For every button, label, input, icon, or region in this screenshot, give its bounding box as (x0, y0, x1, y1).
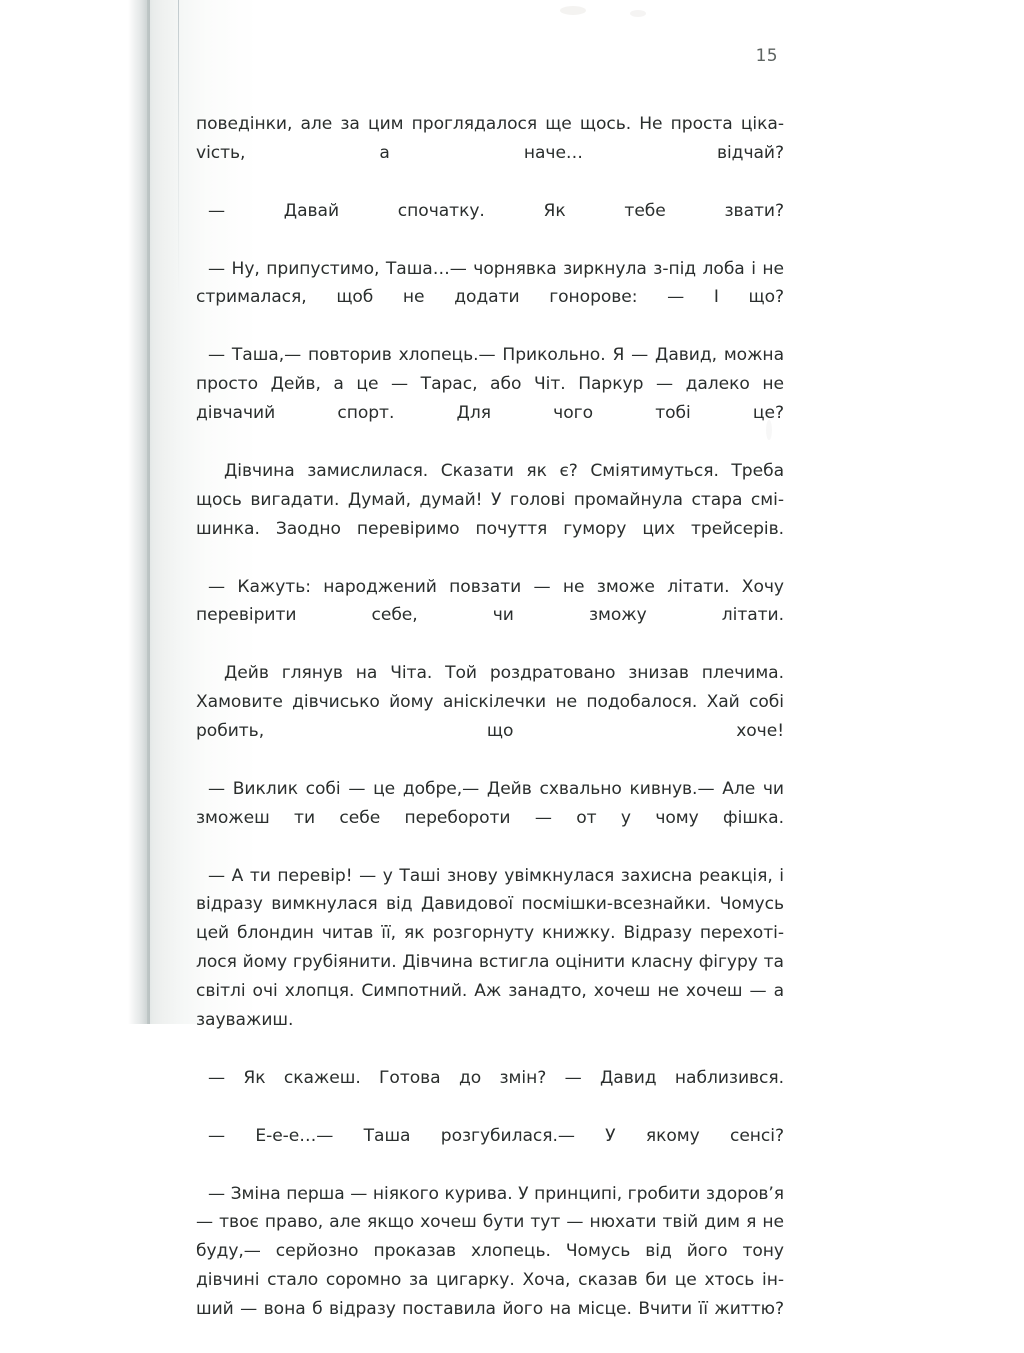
paragraph: — Ну, припустимо, Таша…— чорнявка зиркнула з-під лоба і не стрималася, щоб не додати гонорове: — І що? (196, 258, 784, 308)
body-text-column (196, 110, 784, 1353)
paragraph: — Кажуть: народжений повзати — не зможе літати. Хочу перевірити себе, чи зможу літати. (196, 576, 784, 626)
paragraph: — А ти перевір! — у Таші знову увімкнулася захисна реакція, і відразу вимкнулася від Давидової посмішки-всезнайки. Чомусь цей блондин читав її, як розгорнуту книжку. Відразу перехотілося йому грубіянити. Дівчина встигла оцінити класну фігуру та світлі очі хлопця. Симпотний. Аж занадто, хочеш не хочеш — а зауважиш. (196, 865, 784, 1031)
paragraph: — Як скажеш. Готова до змін? — Давид наблизився. (208, 1067, 784, 1088)
paragraph: — Давай спочатку. Як тебе звати? (208, 200, 784, 221)
paragraph: — Зміна перша — ніякого курива. У принципі, гробити здоров’я — твоє право, але якщо хочеш бути тут — нюхати твій дим я не буду,— серйозно проказав хлопець. Чомусь від його тону дівчині стало соромно за цигарку. Хоча, сказав би це хтось інший — вона б відразу поставила його на місце. Вчити її життю? (196, 1183, 784, 1320)
paragraph: — Виклик собі — це добре,— Дейв схвально кивнув.— Але чи зможеш ти себе перебороти — от у чому фішка. (196, 778, 784, 828)
gutter-shadow (128, 0, 150, 1024)
paragraph: Дейв глянув на Чіта. Той роздратовано знизав плечима. Хамовите дівчисько йому аніскілечки не подобалося. Хай собі робить, що хоче! (196, 663, 784, 742)
page-number: 15 (755, 46, 778, 66)
paragraph: поведінки, але за цим проглядалося ще щось. Не проста цікаvість, а наче… відчай? (196, 114, 784, 163)
paragraph: Дівчина замислилася. Сказати як є? Сміятимуться. Треба щось вигадати. Думай, думай! У голові промайнула стара смішинка. Заодно перевіримо почуття гумору цих трейсерів. (196, 460, 784, 539)
page-crease-line (178, 0, 179, 300)
paragraph: — Е-е-е…— Таша розгубилася.— У якому сенсі? (208, 1125, 784, 1146)
paragraph: — Таша,— повторив хлопець.— Прикольно. Я — Давид, можна просто Дейв, а це — Тарас, або Чіт. Паркур — далеко не дівчачий спорт. Для чого тобі це? (196, 345, 784, 424)
